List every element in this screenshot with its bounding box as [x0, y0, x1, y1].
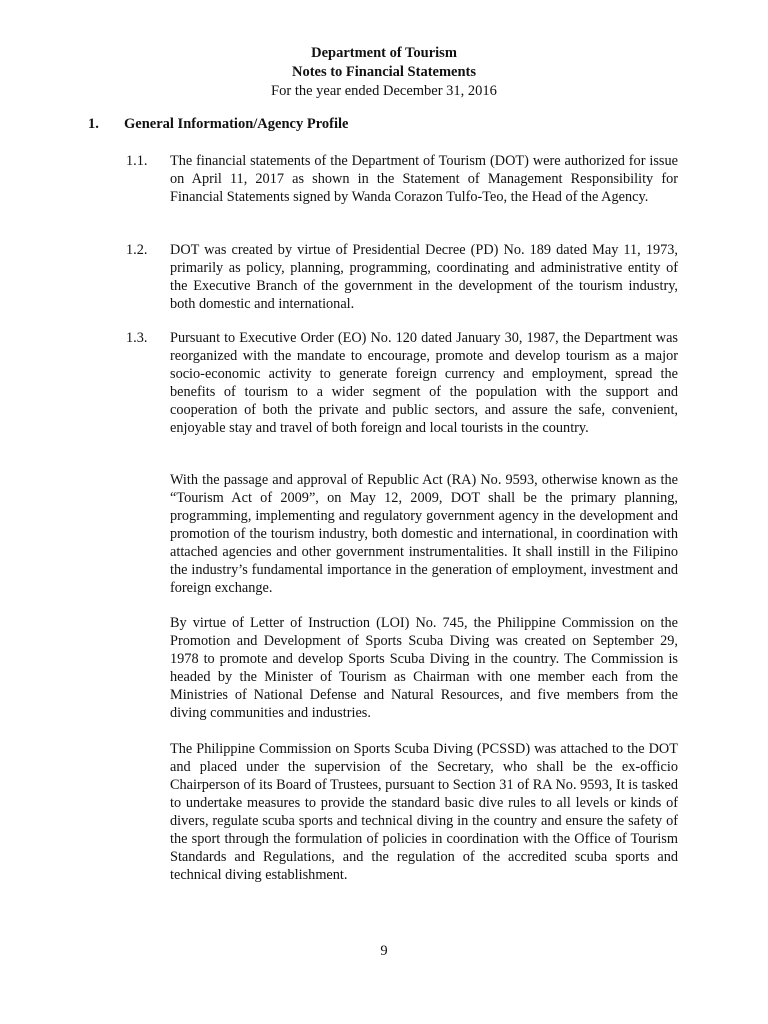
page-number: 9 [380, 943, 388, 959]
document-title: Notes to Financial Statements [291, 64, 477, 80]
agency-title: Department of Tourism [311, 45, 457, 61]
note-item-1-1 [126, 152, 678, 206]
note-item-1-3 [126, 329, 678, 437]
note-item-number: 1.2. [126, 242, 148, 258]
paragraph-tourism-act: With the passage and approval of Republic Act (RA) No. 9593, otherwise known as the “Tourism Act of 2009”, on May 12, 2009, DOT shall be the primary planning, programming, implementing and regulatory government agency in the development and promotion of the tourism industry, both domestic and international, in coordination with attached agencies and other government instrumentalities. It shall instill in the Filipino the industry’s fundamental importance in the generation of employment, investment and foreign exchange. [170, 472, 678, 596]
section-heading [88, 115, 348, 134]
note-item-number: 1.3. [126, 330, 148, 346]
note-item-text: The financial statements of the Department of Tourism (DOT) were authorized for issue on April 11, 2017 as shown in the Statement of Management Responsibility for Financial Statements signed by Wanda Corazon Tulfo-Teo, the Head of the Agency. [170, 153, 678, 205]
note-item-1-2 [126, 241, 678, 313]
note-item-number: 1.1. [126, 153, 148, 169]
section-title: General Information/Agency Profile [124, 116, 349, 132]
paragraph-pcssd: The Philippine Commission on Sports Scuba Diving (PCSSD) was attached to the DOT and placed under the supervision of the Secretary, who shall be the ex-officio Chairperson of its Board of Trustees, pursuant to Section 31 of RA No. 9593, It is tasked to undertake measures to provide the standard basic dive rules to all levels or kinds of divers, regulate scuba sports and technical diving in the country and ensure the safety of the sport through the formulation of policies in coordination with the Office of Tourism Standards and Regulations, and the regulation of the accredited scuba sports and technical diving establishment. [170, 741, 678, 883]
document-header [0, 44, 768, 101]
period-subtitle: For the year ended December 31, 2016 [271, 83, 497, 99]
note-item-text: Pursuant to Executive Order (EO) No. 120 dated January 30, 1987, the Department was reorganized with the mandate to encourage, promote and develop tourism as a major socio-economic activity to generate foreign currency and employment, spread the benefits of tourism to a wider segment of the population with the support and cooperation of both the private and public sectors, and assure the safe, convenient, enjoyable stay and travel of both foreign and local tourists in the country. [170, 330, 678, 436]
section-number: 1. [88, 116, 99, 132]
paragraph-loi-745: By virtue of Letter of Instruction (LOI) No. 745, the Philippine Commission on the Promotion and Development of Sports Scuba Diving was created on September 29, 1978 to promote and develop Sports Scuba Diving in the country. The Commission is headed by the Minister of Tourism as Chairman with one member each from the Ministries of National Defense and Natural Resources, and five members from the diving communities and industries. [170, 615, 678, 721]
note-item-text: DOT was created by virtue of Presidential Decree (PD) No. 189 dated May 11, 1973, primarily as policy, planning, programming, coordinating and administrative entity of the Executive Branch of the government in the development of the tourism industry, both domestic and international. [170, 242, 678, 312]
